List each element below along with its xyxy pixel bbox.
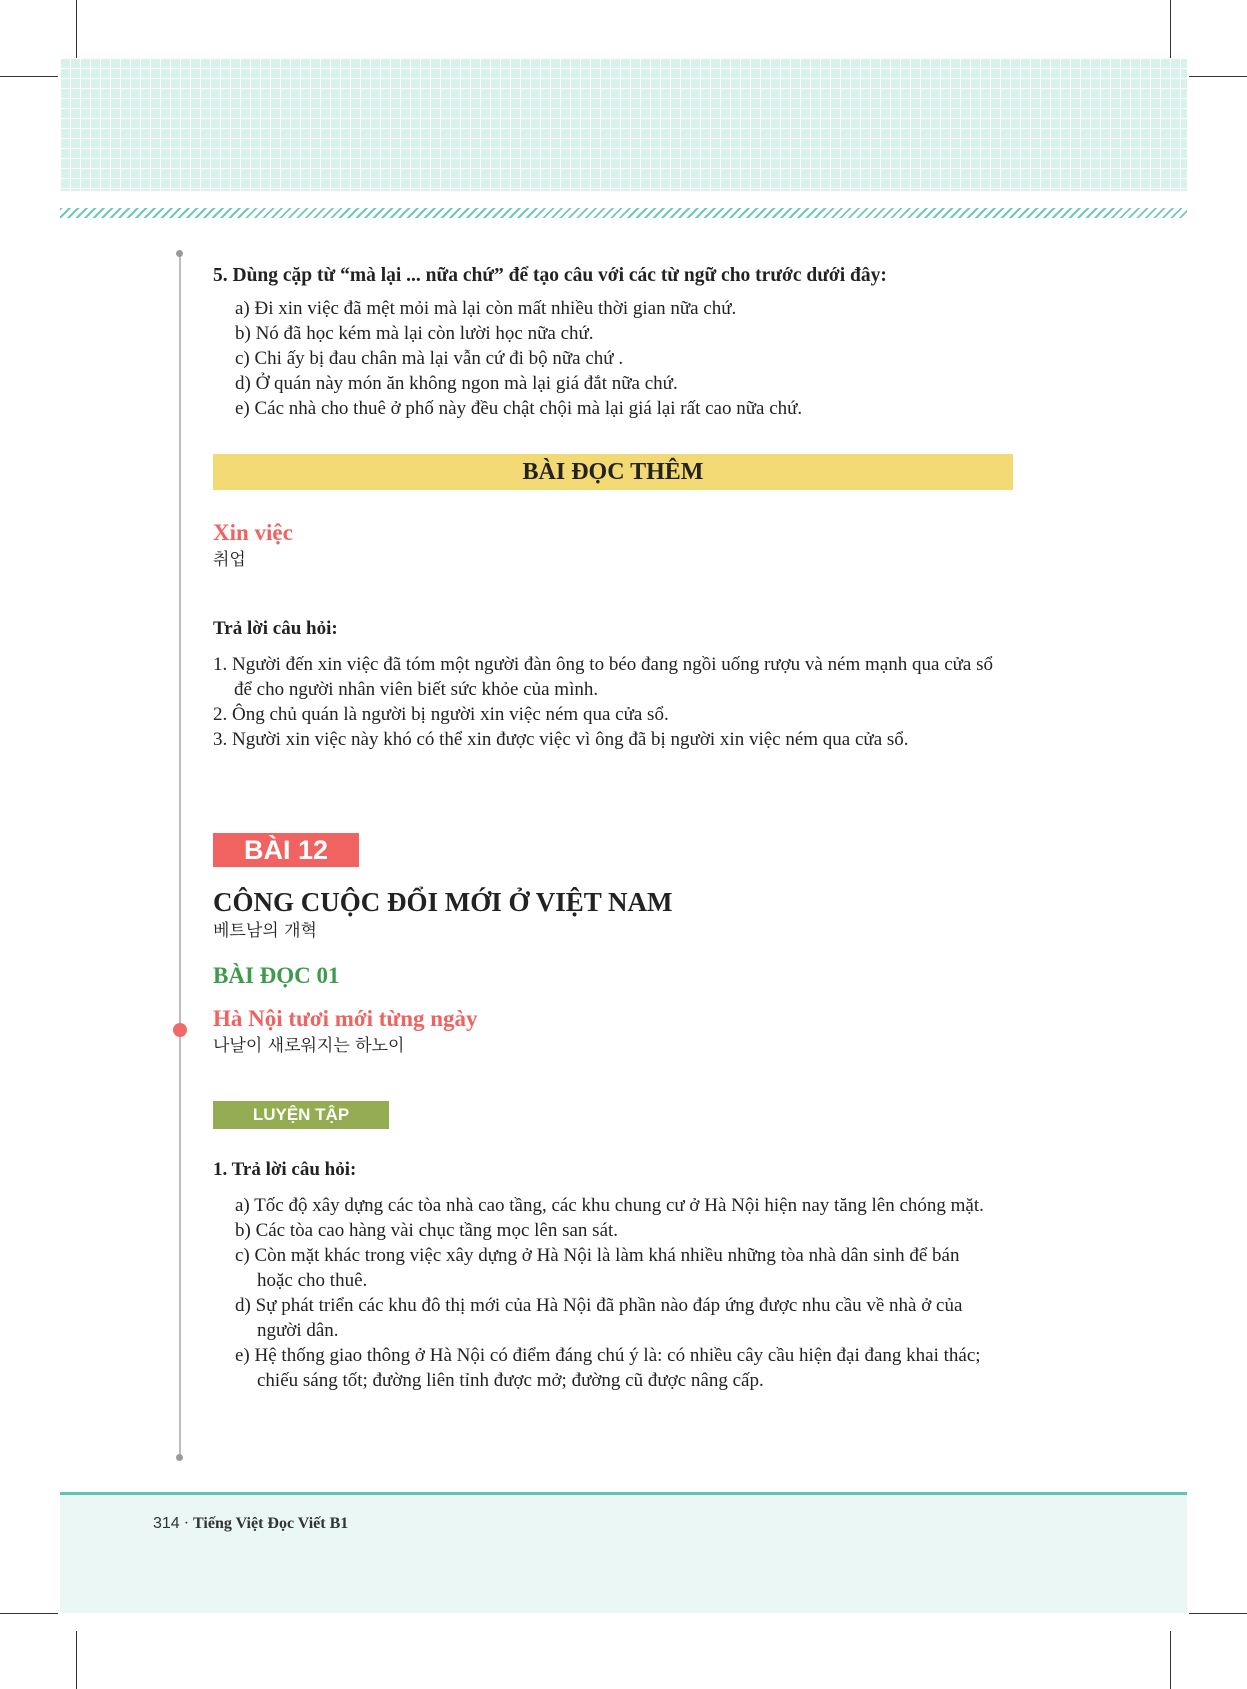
crop-mark (1189, 1613, 1247, 1614)
crop-mark (0, 1613, 58, 1614)
list-item: a) Tốc độ xây dựng các tòa nhà cao tầng, các khu chung cư ở Hà Nội hiện nay tăng lên chóng mặt. (235, 1195, 984, 1216)
page-number: 314 (153, 1515, 180, 1532)
margin-dot (176, 1454, 183, 1461)
question-1-list (235, 1193, 995, 1393)
exercise-5-title: 5. Dùng cặp từ “mà lại ... nữa chứ” để tạo câu với các từ ngữ cho trước dưới đây: (213, 265, 887, 286)
list-item: a) Đi xin việc đã mệt mỏi mà lại còn mất nhiều thời gian nữa chứ. (235, 298, 737, 319)
question-1-label: 1. Trả lời câu hỏi: (213, 1159, 357, 1180)
crop-mark (1189, 76, 1247, 77)
crop-mark (76, 0, 77, 58)
footer-separator: · (179, 1515, 194, 1532)
practice-badge: LUYỆN TẬP (213, 1101, 389, 1129)
list-item: d) Ở quán này món ăn không ngon mà lại giá đắt nữa chứ. (235, 373, 678, 394)
list-item: e) Hệ thống giao thông ở Hà Nội có điểm đáng chú ý là: có nhiều cây cầu hiện đại đang khai thác; chiếu sáng tốt; đường liên tỉnh được mở; đường cũ được nâng cấp. (235, 1345, 981, 1391)
list-item: c) Chi ấy bị đau chân mà lại vẫn cứ đi bộ nữa chứ . (235, 348, 624, 369)
margin-marker-dot (173, 1023, 187, 1037)
footer (153, 1515, 348, 1533)
reading-title: Hà Nội tươi mới từng ngày (213, 1006, 478, 1031)
crop-mark (0, 76, 58, 77)
list-item: b) Nó đã học kém mà lại còn lười học nữa chứ. (235, 323, 594, 344)
header-grid-band (60, 58, 1187, 191)
list-item: e) Các nhà cho thuê ở phố này đều chật chội mà lại giá lại rất cao nữa chứ. (235, 398, 803, 419)
extra-reading-korean: 취업 (213, 550, 246, 570)
list-item: 3. Người xin việc này khó có thể xin được việc vì ông đã bị người xin việc ném qua cửa sổ. (213, 729, 909, 750)
list-item: c) Còn mặt khác trong việc xây dựng ở Hà Nội là làm khá nhiều những tòa nhà dân sinh để bán hoặc cho thuê. (235, 1245, 960, 1291)
extra-reading-banner: BÀI ĐỌC THÊM (213, 454, 1013, 490)
crop-mark (1170, 0, 1171, 58)
page-content (213, 262, 1013, 1393)
crop-mark (1170, 1631, 1171, 1689)
margin-rule (179, 253, 181, 1458)
header-stripe (60, 208, 1187, 218)
exercise-5-list (235, 296, 1013, 421)
list-item: d) Sự phát triển các khu đô thị mới của Hà Nội đã phần nào đáp ứng được nhu cầu về nhà ở của người dân. (235, 1295, 963, 1341)
list-item: 2. Ông chủ quán là người bị người xin việc ném qua cửa sổ. (213, 704, 669, 725)
list-item: 1. Người đến xin việc đã tóm một người đàn ông to béo đang ngồi uống rượu và ném mạnh qua cửa sổ để cho người nhân viên biết sức khỏe của mình. (213, 654, 994, 700)
extra-reading-questions-label: Trả lời câu hỏi: (213, 618, 338, 639)
reading-label: BÀI ĐỌC 01 (213, 963, 340, 988)
extra-reading-answers (213, 652, 1013, 752)
lesson-badge: BÀI 12 (213, 833, 359, 867)
footer-band (60, 1495, 1187, 1613)
reading-korean-title: 나날이 새로워지는 하노이 (213, 1036, 405, 1056)
extra-reading-title: Xin việc (213, 520, 293, 545)
crop-mark (76, 1631, 77, 1689)
margin-dot (176, 250, 183, 257)
lesson-korean-title: 베트남의 개혁 (213, 921, 317, 941)
list-item: b) Các tòa cao hàng vài chục tầng mọc lên san sát. (235, 1220, 619, 1241)
book-title: Tiếng Việt Đọc Viết B1 (193, 1515, 349, 1532)
lesson-title: CÔNG CUỘC ĐỔI MỚI Ở VIỆT NAM (213, 887, 673, 917)
